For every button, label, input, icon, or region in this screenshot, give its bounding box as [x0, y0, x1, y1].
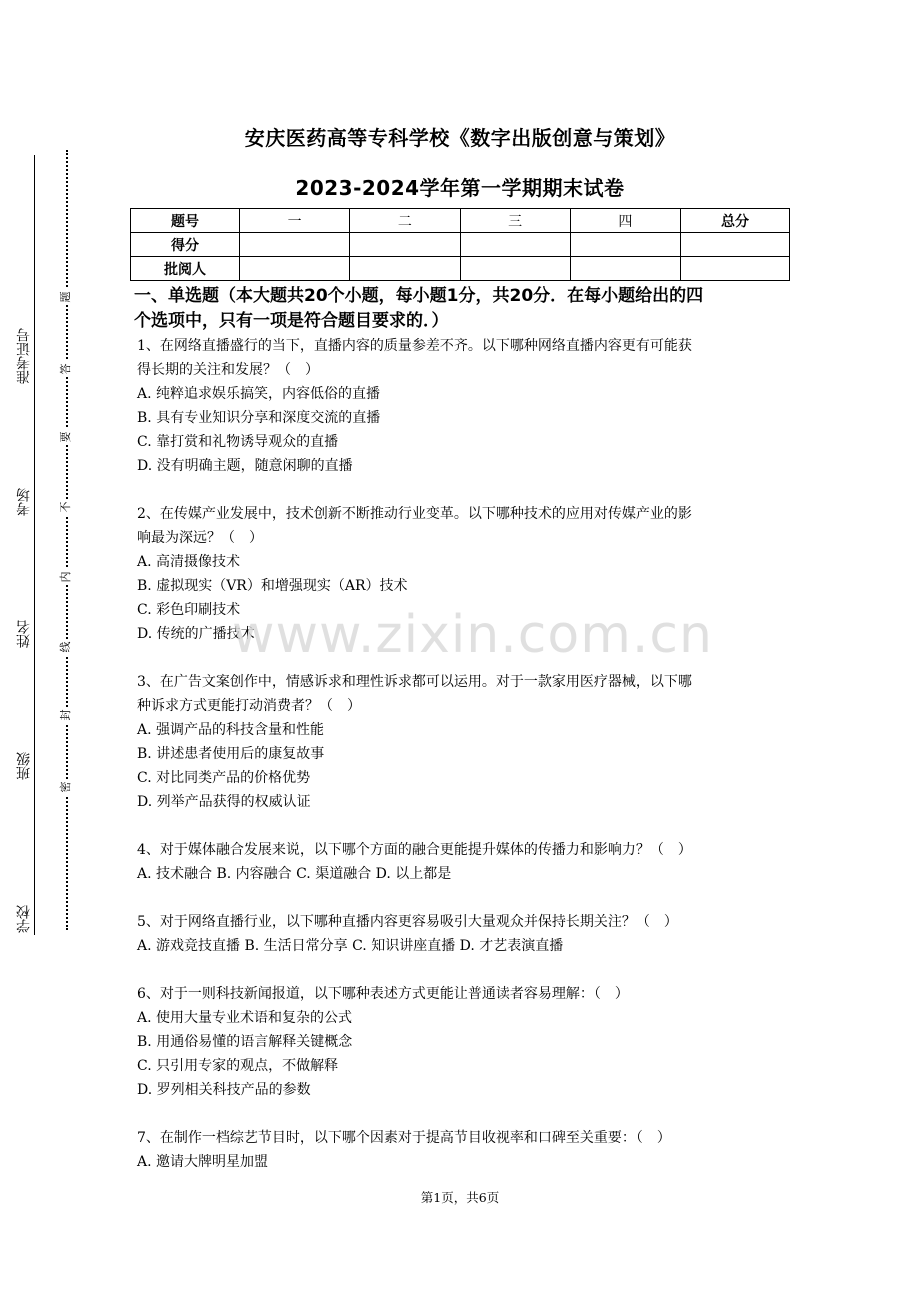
score-table-row [131, 257, 790, 281]
option-d: D. 传统的广播技术 [137, 626, 255, 642]
question-6 [137, 982, 787, 1102]
side-label-exam-room: 考场 [16, 488, 32, 516]
table-cell: 得分 [131, 233, 240, 257]
score-table-header-row [131, 209, 790, 233]
question-stem: 6、对于一则科技新闻报道，以下哪种表述方式更能让普通读者容易理解：（ ） [137, 986, 629, 1002]
grader-cell [240, 257, 350, 281]
table-cell: 二 [350, 209, 460, 233]
grader-cell [350, 257, 460, 281]
option-b: B. 具有专业知识分享和深度交流的直播 [137, 410, 381, 426]
question-7 [137, 1126, 787, 1174]
table-cell: 总分 [681, 209, 790, 233]
option-c: C. 对比同类产品的价格优势 [137, 770, 311, 786]
question-2 [137, 502, 787, 646]
seal-char: 答 [59, 361, 73, 377]
option-a: A. 高清摄像技术 [137, 554, 241, 570]
options-inline: A. 技术融合 B. 内容融合 C. 渠道融合 D. 以上都是 [137, 866, 452, 882]
option-b: B. 虚拟现实（VR）和增强现实（AR）技术 [137, 578, 408, 594]
watermark: www.zixin.com.cn [232, 605, 713, 665]
table-cell: 题号 [131, 209, 240, 233]
option-a: A. 纯粹追求娱乐搞笑，内容低俗的直播 [137, 386, 381, 402]
section-heading: 一、单选题（本大题共20个小题，每小题1分，共20分．在每小题给出的四 [134, 286, 704, 306]
seal-char: 要 [59, 429, 73, 445]
option-c: C. 靠打赏和礼物诱导观众的直播 [137, 434, 339, 450]
grader-cell [460, 257, 570, 281]
side-label-name: 姓名 [16, 620, 32, 648]
table-cell: 三 [460, 209, 570, 233]
question-1 [137, 334, 787, 478]
question-stem: 3、在广告文案创作中，情感诉求和理性诉求都可以运用。对于一款家用医疗器械，以下哪 [137, 674, 692, 690]
question-stem: 4、对于媒体融合发展来说，以下哪个方面的融合更能提升媒体的传播力和影响力？（ ） [137, 842, 692, 858]
question-stem: 5、对于网络直播行业，以下哪种直播内容更容易吸引大量观众并保持长期关注？（ ） [137, 914, 678, 930]
question-3 [137, 670, 787, 814]
page-footer: 第1页，共6页 [420, 1190, 500, 1205]
seal-char: 内 [59, 569, 73, 585]
question-4 [137, 838, 787, 886]
side-label-school: 学校 [16, 905, 32, 933]
option-b: B. 讲述患者使用后的康复故事 [137, 746, 325, 762]
options-inline: A. 游戏竞技直播 B. 生活日常分享 C. 知识讲座直播 D. 才艺表演直播 [137, 938, 564, 954]
score-table-row [131, 233, 790, 257]
exam-title-line1: 安庆医药高等专科学校《数字出版创意与策划》 [244, 126, 676, 150]
binding-dotted-line [66, 150, 68, 930]
score-input-cell [460, 233, 570, 257]
option-d: D. 列举产品获得的权威认证 [137, 794, 311, 810]
section-heading: 个选项中，只有一项是符合题目要求的．） [134, 311, 449, 331]
seal-char: 线 [59, 639, 73, 655]
option-b: B. 用通俗易懂的语言解释关键概念 [137, 1034, 353, 1050]
option-d: D. 没有明确主题，随意闲聊的直播 [137, 458, 353, 474]
table-cell: 四 [570, 209, 680, 233]
question-stem: 种诉求方式更能打动消费者？（ ） [137, 698, 361, 714]
side-label-exam-number: 准考证号 [16, 328, 32, 384]
table-cell: 一 [240, 209, 350, 233]
option-a: A. 使用大量专业术语和复杂的公式 [137, 1010, 353, 1026]
seal-char: 不 [59, 499, 73, 515]
grader-cell [681, 257, 790, 281]
binding-solid-line [34, 155, 35, 935]
score-input-cell [240, 233, 350, 257]
seal-char: 题 [59, 289, 73, 305]
score-input-cell [570, 233, 680, 257]
option-c: C. 彩色印刷技术 [137, 602, 241, 618]
seal-char: 密 [59, 779, 73, 795]
seal-char: 封 [59, 707, 73, 723]
question-stem: 响最为深远？（ ） [137, 530, 263, 546]
grader-cell [570, 257, 680, 281]
score-input-cell [350, 233, 460, 257]
option-d: D. 罗列相关科技产品的参数 [137, 1082, 311, 1098]
exam-title-line2: 2023-2024学年第一学期期末试卷 [295, 176, 625, 200]
question-stem: 得长期的关注和发展？（ ） [137, 362, 319, 378]
option-a: A. 邀请大牌明星加盟 [137, 1154, 269, 1170]
question-stem: 1、在网络直播盛行的当下，直播内容的质量参差不齐。以下哪种网络直播内容更有可能获 [137, 338, 692, 354]
section-single-choice [134, 284, 787, 1198]
option-a: A. 强调产品的科技含量和性能 [137, 722, 325, 738]
question-5 [137, 910, 787, 958]
question-stem: 2、在传媒产业发展中，技术创新不断推动行业变革。以下哪种技术的应用对传媒产业的影 [137, 506, 692, 522]
side-label-class: 班级 [16, 752, 32, 780]
option-c: C. 只引用专家的观点，不做解释 [137, 1058, 339, 1074]
score-input-cell [681, 233, 790, 257]
question-stem: 7、在制作一档综艺节目时，以下哪个因素对于提高节目收视率和口碑至关重要：（ ） [137, 1130, 671, 1146]
table-cell: 批阅人 [131, 257, 240, 281]
score-table [130, 208, 790, 281]
